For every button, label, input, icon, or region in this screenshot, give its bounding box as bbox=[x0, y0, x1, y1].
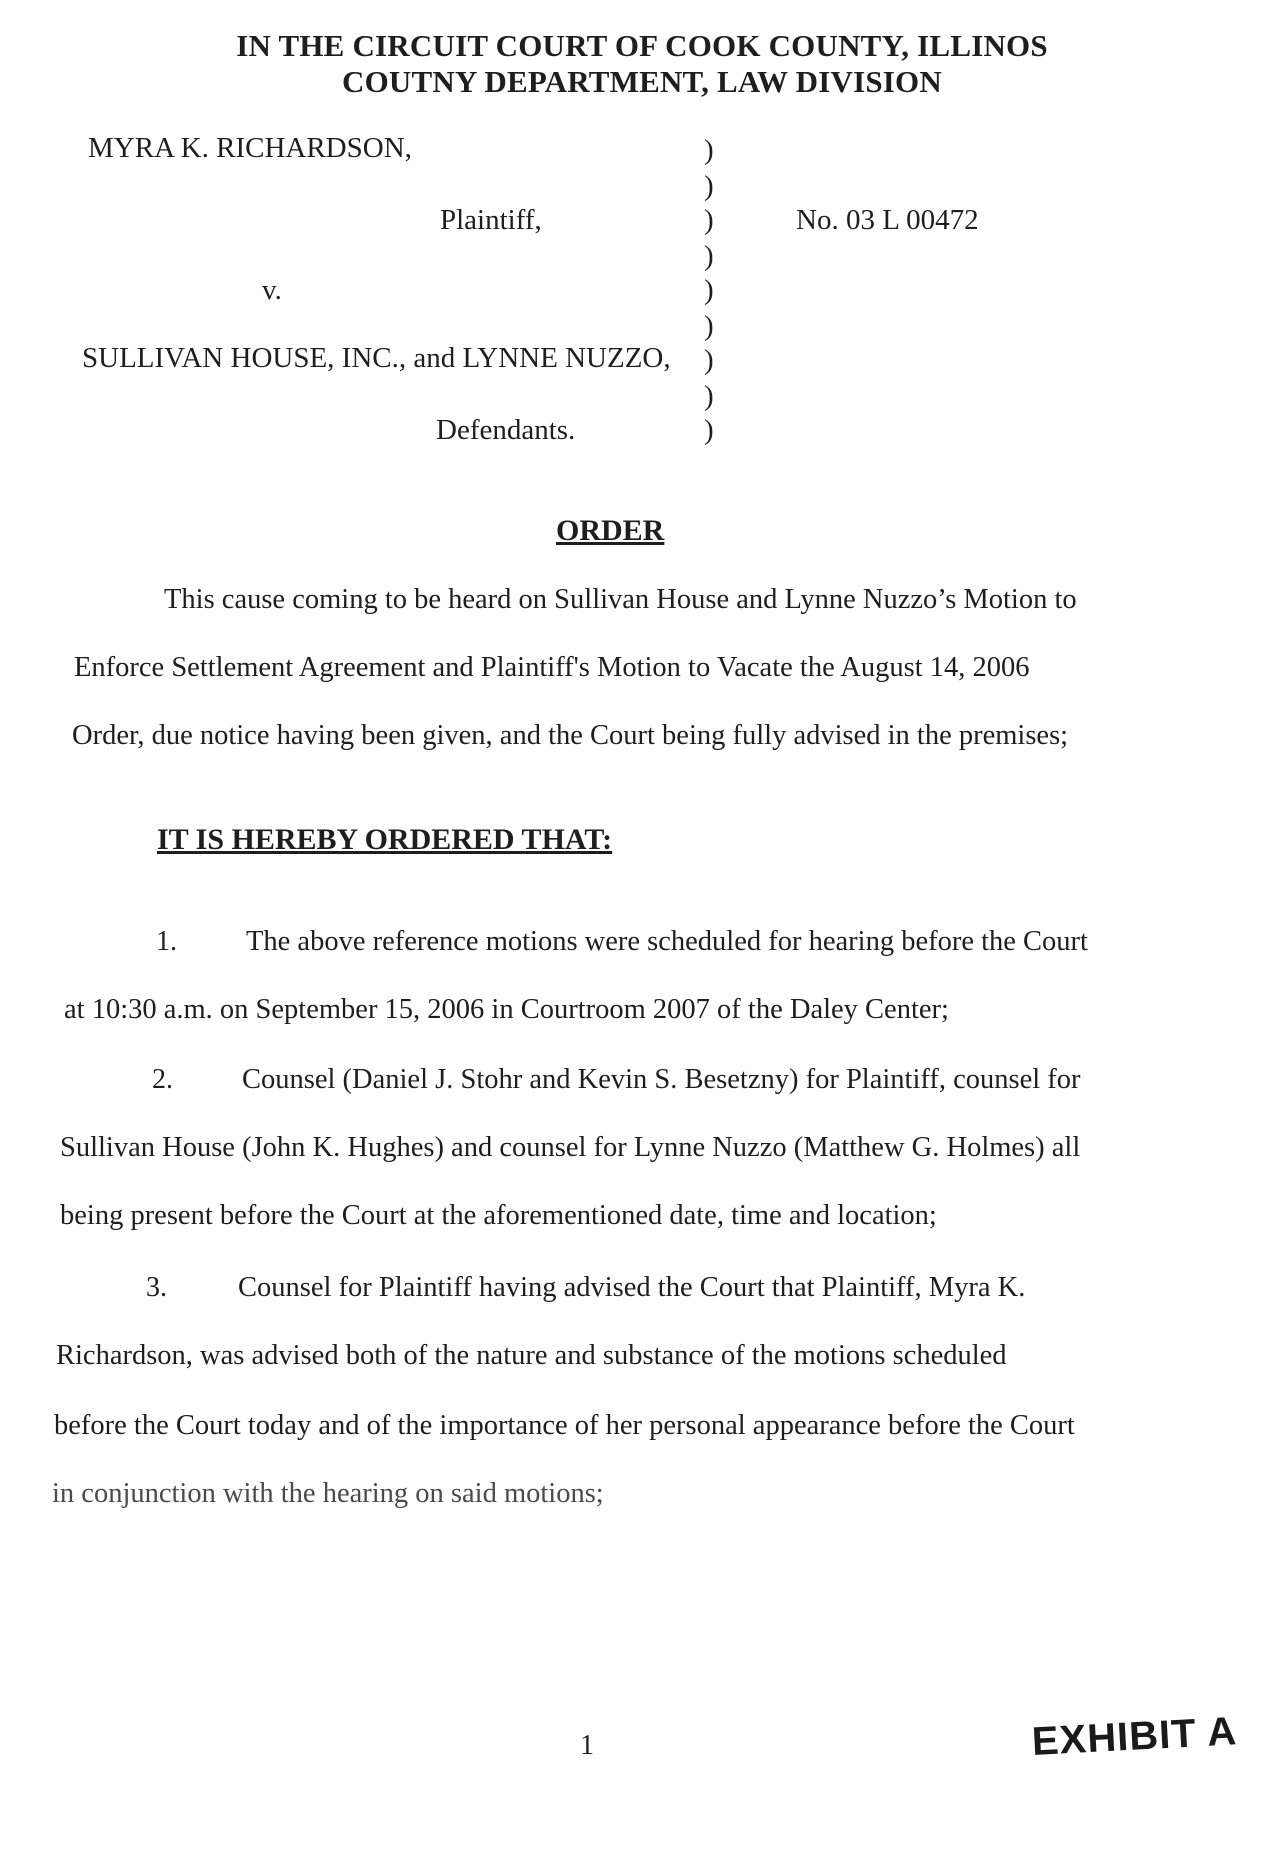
item-line: before the Court today and of the importance of her personal appearance before the Court bbox=[54, 1410, 1075, 1441]
ordered-heading: IT IS HEREBY ORDERED THAT: bbox=[157, 823, 613, 856]
court-title: IN THE CIRCUIT COURT OF COOK COUNTY, ILLINOS bbox=[236, 28, 1048, 63]
intro-line: This cause coming to be heard on Sullivan House and Lynne Nuzzo’s Motion to bbox=[164, 584, 1077, 615]
item-number: 2. bbox=[152, 1064, 173, 1095]
item-line: The above reference motions were scheduled for hearing before the Court bbox=[246, 926, 1088, 957]
intro-line: Enforce Settlement Agreement and Plaintiff's Motion to Vacate the August 14, 2006 bbox=[74, 652, 1030, 683]
caption-paren: ) bbox=[704, 344, 714, 376]
caption-paren: ) bbox=[704, 240, 714, 272]
item-line: Counsel (Daniel J. Stohr and Kevin S. Besetzny) for Plaintiff, counsel for bbox=[242, 1064, 1081, 1095]
caption-paren: ) bbox=[704, 134, 714, 166]
item-line: being present before the Court at the aforementioned date, time and location; bbox=[60, 1200, 937, 1231]
plaintiff-label: Plaintiff, bbox=[440, 204, 542, 236]
order-heading: ORDER bbox=[556, 514, 665, 547]
item-line: Sullivan House (John K. Hughes) and counsel for Lynne Nuzzo (Matthew G. Holmes) all bbox=[60, 1132, 1081, 1163]
item-line: Richardson, was advised both of the nature and substance of the motions scheduled bbox=[56, 1340, 1007, 1371]
caption-paren: ) bbox=[704, 204, 714, 236]
caption-paren: ) bbox=[704, 310, 714, 342]
item-number: 3. bbox=[146, 1272, 167, 1303]
item-line: Counsel for Plaintiff having advised the Court that Plaintiff, Myra K. bbox=[238, 1272, 1026, 1303]
item-number: 1. bbox=[156, 926, 177, 957]
court-division: COUTNY DEPARTMENT, LAW DIVISION bbox=[342, 64, 942, 99]
exhibit-stamp: EXHIBIT A bbox=[1030, 1709, 1239, 1764]
caption-paren: ) bbox=[704, 380, 714, 412]
case-number: No. 03 L 00472 bbox=[796, 204, 979, 236]
caption-paren: ) bbox=[704, 170, 714, 202]
defendant-names: SULLIVAN HOUSE, INC., and LYNNE NUZZO, bbox=[82, 342, 671, 374]
plaintiff-name: MYRA K. RICHARDSON, bbox=[88, 132, 412, 164]
item-line: at 10:30 a.m. on September 15, 2006 in Courtroom 2007 of the Daley Center; bbox=[64, 994, 949, 1025]
versus: v. bbox=[262, 274, 282, 306]
caption-paren: ) bbox=[704, 414, 714, 446]
item-line: in conjunction with the hearing on said motions; bbox=[52, 1478, 604, 1509]
defendant-label: Defendants. bbox=[436, 414, 576, 446]
intro-line: Order, due notice having been given, and the Court being fully advised in the premises; bbox=[72, 720, 1069, 751]
caption-paren: ) bbox=[704, 274, 714, 306]
page-number: 1 bbox=[580, 1730, 594, 1761]
